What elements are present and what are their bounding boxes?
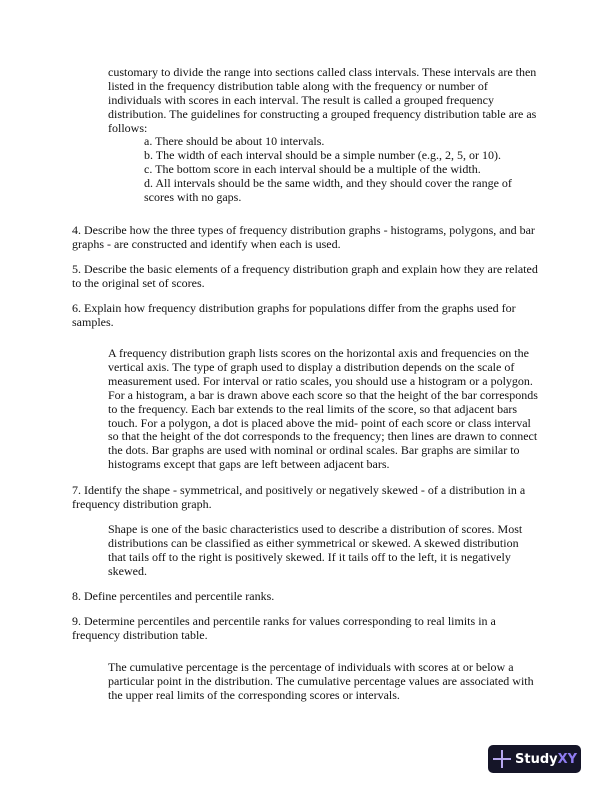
text-line: distribution. The guidelines for constructing a grouped frequency distribution table are as xyxy=(108,106,537,121)
text-line: graphs - are constructed and identify when each is used. xyxy=(72,236,341,251)
text-line: 8. Define percentiles and percentile ranks. xyxy=(72,589,275,603)
text-line: that tails off to the right is positively skewed. If it tails off to the left, it is negatively xyxy=(108,549,511,564)
answer-graphs xyxy=(108,347,538,472)
studyxy-logo xyxy=(488,745,581,773)
text-line: c. The bottom score in each interval should be a multiple of the width. xyxy=(144,161,481,176)
paragraph-grouped-frequency xyxy=(108,66,536,136)
logo-text-accent: XY xyxy=(557,751,578,767)
text-line: to the frequency. Each bar extends to the real limits of the score, so that adjacent bars xyxy=(108,401,518,416)
text-line: so that the height of the dot corresponds to the frequency; then lines are drawn to connect xyxy=(108,429,538,444)
text-line: to the original set of scores. xyxy=(72,275,205,290)
question-5 xyxy=(72,263,538,291)
answer-shape xyxy=(108,523,522,579)
text-line: histograms except that gaps are left between adjacent bars. xyxy=(108,457,390,472)
text-line: For a histogram, a bar is drawn above each score so that the height of the bar corresponds xyxy=(108,387,538,402)
text-line: A frequency distribution graph lists scores on the horizontal axis and frequencies on the xyxy=(108,346,529,360)
text-line: vertical axis. The type of graph used to display a distribution depends on the scale of xyxy=(108,359,515,374)
text-line: touch. For a polygon, a dot is placed above the mid- point of each score or class interval xyxy=(108,415,531,430)
text-line: measurement used. For interval or ratio scales, you should use a histogram or a polygon. xyxy=(108,373,533,388)
text-line: frequency distribution graph. xyxy=(72,496,212,511)
answer-cumulative xyxy=(108,661,534,703)
question-7 xyxy=(72,484,525,512)
text-line: individuals with scores in each interval. The result is called a grouped frequency xyxy=(108,92,494,107)
text-line: scores with no gaps. xyxy=(144,189,242,204)
plus-icon xyxy=(493,750,511,768)
text-line: skewed. xyxy=(108,563,147,578)
text-line: frequency distribution table. xyxy=(72,627,208,642)
question-4 xyxy=(72,224,535,252)
text-line: customary to divide the range into sections called class intervals. These intervals are then xyxy=(108,65,537,79)
text-line: distributions can be classified as either symmetrical or skewed. A skewed distribution xyxy=(108,535,519,550)
text-line: follows: xyxy=(108,120,148,135)
logo-text-main: Study xyxy=(515,751,558,767)
text-line: b. The width of each interval should be a simple number (e.g., 2, 5, or 10). xyxy=(144,147,502,162)
question-6 xyxy=(72,302,516,330)
text-line: Shape is one of the basic characteristics used to describe a distribution of scores. Most xyxy=(108,522,523,536)
question-9 xyxy=(72,615,496,643)
text-line: d. All intervals should be the same width, and they should cover the range of xyxy=(144,175,512,190)
text-line: particular point in the distribution. The cumulative percentage values are associated with xyxy=(108,673,534,688)
text-line: the dots. Bar graphs are used with nominal or ordinal scales. Bar graphs are similar to xyxy=(108,443,520,458)
text-line: 5. Describe the basic elements of a frequency distribution graph and explain how they are related xyxy=(72,262,538,276)
text-line: 9. Determine percentiles and percentile ranks for values corresponding to real limits in a xyxy=(72,614,496,628)
text-line: 4. Describe how the three types of frequency distribution graphs - histograms, polygons, and bar xyxy=(72,223,535,237)
guidelines-list xyxy=(144,135,512,205)
text-line: The cumulative percentage is the percentage of individuals with scores at or below a xyxy=(108,660,514,674)
text-line: the upper real limits of the corresponding scores or intervals. xyxy=(108,687,400,702)
text-line: 7. Identify the shape - symmetrical, and positively or negatively skewed - of a distribution in a xyxy=(72,483,526,497)
text-line: listed in the frequency distribution table along with the frequency or number of xyxy=(108,78,488,93)
text-line: a. There should be about 10 intervals. xyxy=(144,134,325,148)
text-line: samples. xyxy=(72,314,114,329)
text-line: 6. Explain how frequency distribution graphs for populations differ from the graphs used for xyxy=(72,301,516,315)
question-8 xyxy=(72,590,274,604)
